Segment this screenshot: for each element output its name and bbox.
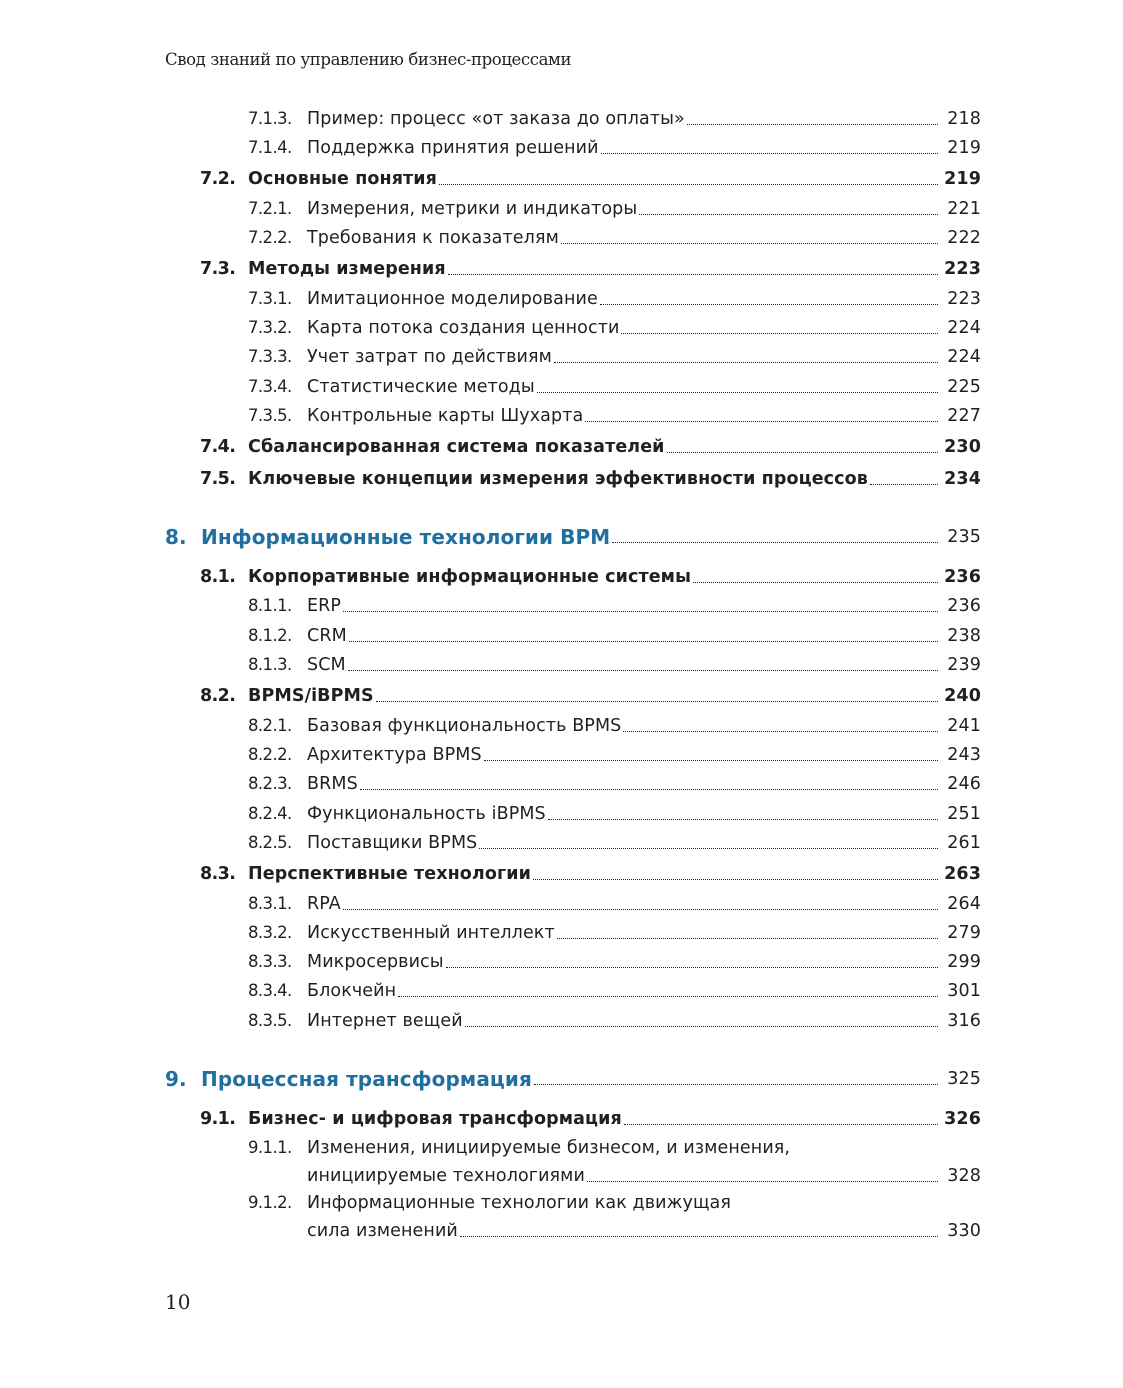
toc-entry-number: 8.3. (200, 864, 236, 884)
dot-leader (448, 274, 938, 275)
dot-leader (484, 760, 938, 761)
toc-entry[interactable] (0, 713, 1123, 739)
toc-entry-page: 246 (947, 774, 981, 794)
toc-entry-number: 7.3.1. (248, 289, 292, 308)
dot-leader (343, 909, 938, 910)
toc-entry-number: 7.4. (200, 437, 236, 457)
toc-entry-number: 7.5. (200, 469, 236, 489)
toc-entry-title: BPMS/iBPMS (248, 686, 374, 706)
dot-leader (460, 1236, 938, 1237)
toc-entry-title: Методы измерения (248, 259, 446, 279)
toc-entry-title: инициируемые технологиями (307, 1166, 585, 1186)
toc-entry-page: 241 (947, 716, 981, 736)
toc-entry-number: 7.3.4. (248, 377, 292, 396)
toc-entry-page: 234 (944, 469, 981, 489)
dot-leader (537, 392, 938, 393)
toc-entry-page: 218 (947, 109, 981, 129)
toc-entry[interactable] (0, 403, 1123, 429)
dot-leader (557, 938, 938, 939)
toc-entry-title: Блокчейн (307, 981, 397, 1001)
dot-leader (533, 879, 938, 880)
toc-entry-title: Имитационное моделирование (307, 289, 598, 309)
toc-entry-page: 225 (947, 377, 981, 397)
toc-entry-number: 7.2.1. (248, 199, 292, 218)
dot-leader (439, 184, 938, 185)
toc-entry-number: 7.2.2. (248, 228, 292, 247)
toc-entry-page: 223 (944, 259, 981, 279)
toc-entry[interactable] (0, 106, 1123, 132)
toc-entry[interactable] (0, 623, 1123, 649)
toc-entry-page: 326 (944, 1109, 981, 1129)
toc-entry-number: 7.2. (200, 169, 236, 189)
dot-leader (601, 153, 938, 154)
toc-entry-page: 236 (947, 596, 981, 616)
toc-entry-number: 7.1.4. (248, 138, 292, 157)
toc-entry-title: Основные понятия (248, 169, 437, 189)
toc-entry-number: 8.1.3. (248, 655, 292, 674)
toc-entry-title: BRMS (307, 774, 358, 794)
toc-entry-page: 238 (947, 626, 981, 646)
toc-entry-page: 240 (944, 686, 981, 706)
toc-entry-page: 235 (947, 527, 981, 547)
toc-entry[interactable] (0, 344, 1123, 370)
toc-entry-number: 8.2.3. (248, 774, 292, 793)
toc-entry-number: 9.1.1. (248, 1138, 292, 1157)
dot-leader (561, 243, 938, 244)
toc-entry[interactable] (0, 315, 1123, 341)
dot-leader (548, 819, 938, 820)
toc-entry-title: Функциональность iBPMS (307, 804, 546, 824)
toc-entry-page: 251 (947, 804, 981, 824)
toc-entry-page: 279 (947, 923, 981, 943)
toc-entry-title: Поставщики BPMS (307, 833, 478, 853)
dot-leader (465, 1026, 938, 1027)
toc-entry-number: 7.3. (200, 259, 236, 279)
toc-entry-number: 7.1.3. (248, 109, 292, 128)
dot-leader (621, 333, 938, 334)
toc-entry[interactable] (0, 683, 1123, 709)
dot-leader (360, 789, 938, 790)
toc-entry-title: Карта потока создания ценности (307, 318, 620, 338)
dot-leader (667, 452, 938, 453)
toc-entry-number: 8.1.2. (248, 626, 292, 645)
dot-leader (600, 304, 938, 305)
toc-entry-number: 8.1.1. (248, 596, 292, 615)
dot-leader (398, 996, 938, 997)
toc-entry-title: Интернет вещей (307, 1011, 463, 1031)
toc-entry[interactable] (0, 1135, 1123, 1189)
toc-entry[interactable] (0, 1008, 1123, 1034)
dot-leader (446, 967, 938, 968)
toc-entry[interactable] (0, 166, 1123, 192)
toc-entry-title: Корпоративные информационные системы (248, 567, 692, 587)
toc-entry-number: 7.3.2. (248, 318, 292, 337)
toc-entry-title-line1: Информационные технологии как движущая (307, 1193, 731, 1213)
dot-leader (554, 362, 938, 363)
toc-entry-number: 8.2.5. (248, 833, 292, 852)
toc-entry-page: 325 (947, 1069, 981, 1089)
toc-entry[interactable] (0, 135, 1123, 161)
toc-entry-page: 261 (947, 833, 981, 853)
toc-entry-number: 8.3.3. (248, 952, 292, 971)
dot-leader (343, 611, 938, 612)
toc-entry[interactable] (0, 771, 1123, 797)
dot-leader (639, 214, 938, 215)
dot-leader (348, 670, 938, 671)
toc-entry-page: 263 (944, 864, 981, 884)
toc-entry[interactable] (0, 830, 1123, 856)
toc-entry-title: CRM (307, 626, 347, 646)
toc-entry-title: Информационные технологии BPM (201, 525, 611, 549)
dot-leader (693, 582, 938, 583)
page-number: 10 (165, 1290, 191, 1314)
toc-entry[interactable] (0, 256, 1123, 282)
toc-entry[interactable] (0, 920, 1123, 946)
toc-entry[interactable] (0, 1106, 1123, 1132)
toc-entry-title: ERP (307, 596, 342, 616)
toc-entry[interactable] (0, 466, 1123, 492)
dot-leader (624, 1124, 938, 1125)
toc-entry-title: Базовая функциональность BPMS (307, 716, 622, 736)
toc-entry-title: Пример: процесс «от заказа до оплаты» (307, 109, 685, 129)
toc-entry-page: 219 (944, 169, 981, 189)
toc-entry-title: Поддержка принятия решений (307, 138, 599, 158)
dot-leader (534, 1084, 938, 1085)
dot-leader (349, 641, 938, 642)
toc-entry-number: 9. (165, 1067, 187, 1091)
toc-entry-title: Искусственный интеллект (307, 923, 555, 943)
toc-entry[interactable] (0, 742, 1123, 768)
toc-entry-page: 224 (947, 347, 981, 367)
toc-entry-number: 8.3.2. (248, 923, 292, 942)
toc-entry[interactable] (0, 374, 1123, 400)
toc-entry-title: Бизнес- и цифровая трансформация (248, 1109, 622, 1129)
dot-leader (479, 848, 938, 849)
toc-entry-title: Процессная трансформация (201, 1067, 532, 1091)
toc-entry-page: 243 (947, 745, 981, 765)
toc-entry-page: 239 (947, 655, 981, 675)
dot-leader (687, 124, 938, 125)
dot-leader (612, 542, 938, 543)
toc-entry-number: 8.2.4. (248, 804, 292, 823)
toc-entry-page: 236 (944, 567, 981, 587)
toc-entry[interactable] (0, 286, 1123, 312)
toc-entry-page: 230 (944, 437, 981, 457)
toc-entry-title: Перспективные технологии (248, 864, 531, 884)
toc-entry-page: 328 (947, 1166, 981, 1186)
toc-entry-number: 8.3.5. (248, 1011, 292, 1030)
toc-entry[interactable] (0, 891, 1123, 917)
toc-entry[interactable] (0, 524, 1123, 550)
toc-entry[interactable] (0, 564, 1123, 590)
toc-entry-title: Измерения, метрики и индикаторы (307, 199, 638, 219)
toc-entry-page: 316 (947, 1011, 981, 1031)
toc-entry-number: 8.2.2. (248, 745, 292, 764)
toc-entry[interactable] (0, 801, 1123, 827)
toc-entry-number: 8. (165, 525, 187, 549)
toc-entry-title-line1: Изменения, инициируемые бизнесом, и изменения, (307, 1138, 791, 1158)
toc-entry[interactable] (0, 1066, 1123, 1092)
toc-entry-number: 8.3.1. (248, 894, 292, 913)
toc-entry-page: 223 (947, 289, 981, 309)
toc-entry-number: 8.1. (200, 567, 236, 587)
toc-entry[interactable] (0, 861, 1123, 887)
toc-entry-number: 9.1. (200, 1109, 236, 1129)
toc-entry-page: 224 (947, 318, 981, 338)
toc-entry-title: Архитектура BPMS (307, 745, 482, 765)
toc-entry-page: 222 (947, 228, 981, 248)
toc-entry-title: SCM (307, 655, 346, 675)
toc-entry-number: 7.3.5. (248, 406, 292, 425)
toc-entry-title: Микросервисы (307, 952, 444, 972)
toc-entry-page: 330 (947, 1221, 981, 1241)
toc-entry-title: RPA (307, 894, 341, 914)
toc-entry-title: Учет затрат по действиям (307, 347, 552, 367)
toc-entry[interactable] (0, 1190, 1123, 1244)
toc-entry-title: сила изменений (307, 1221, 458, 1241)
toc-entry[interactable] (0, 434, 1123, 460)
toc-entry-page: 299 (947, 952, 981, 972)
toc-entry-title: Статистические методы (307, 377, 535, 397)
toc-entry-title: Контрольные карты Шухарта (307, 406, 584, 426)
dot-leader (623, 731, 938, 732)
toc-entry-page: 301 (947, 981, 981, 1001)
toc-entry-page: 227 (947, 406, 981, 426)
toc-entry-number: 7.3.3. (248, 347, 292, 366)
toc-entry-title: Ключевые концепции измерения эффективности процессов (248, 469, 868, 489)
toc-entry[interactable] (0, 978, 1123, 1004)
toc-entry[interactable] (0, 593, 1123, 619)
toc-entry[interactable] (0, 225, 1123, 251)
toc-entry-number: 9.1.2. (248, 1193, 292, 1212)
toc-entry-page: 264 (947, 894, 981, 914)
toc-entry-page: 219 (947, 138, 981, 158)
toc-entry[interactable] (0, 949, 1123, 975)
toc-entry[interactable] (0, 196, 1123, 222)
dot-leader (585, 421, 938, 422)
toc-entry-number: 8.3.4. (248, 981, 292, 1000)
toc-entry-number: 8.2.1. (248, 716, 292, 735)
toc-entry-page: 221 (947, 199, 981, 219)
dot-leader (870, 484, 938, 485)
running-head: Свод знаний по управлению бизнес-процессами (165, 50, 572, 69)
toc-entry[interactable] (0, 652, 1123, 678)
dot-leader (376, 701, 938, 702)
toc-entry-number: 8.2. (200, 686, 236, 706)
toc-entry-title: Сбалансированная система показателей (248, 437, 665, 457)
dot-leader (587, 1181, 938, 1182)
toc-entry-title: Требования к показателям (307, 228, 559, 248)
